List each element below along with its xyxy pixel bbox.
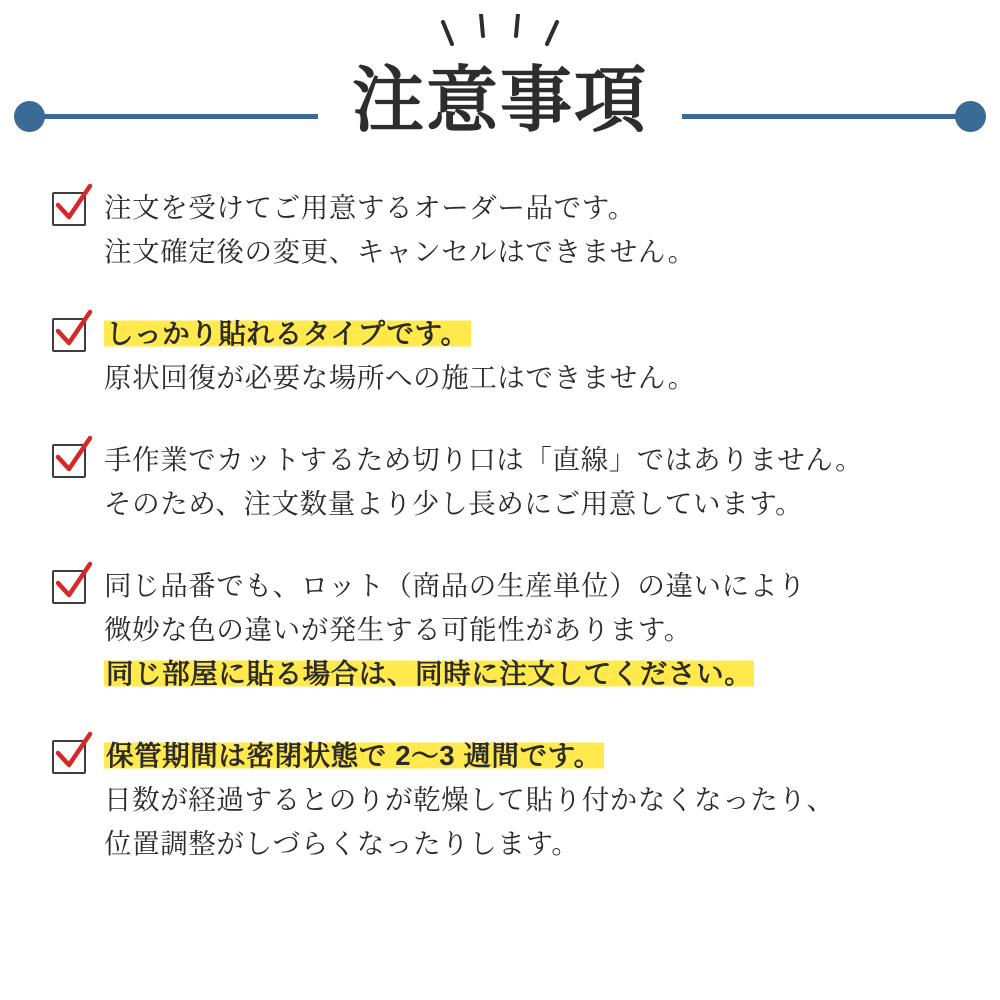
notice-line [104, 652, 948, 696]
notice-line: 注文を受けてご用意するオーダー品です。 [104, 192, 636, 223]
checkbox-checked-icon [52, 444, 86, 478]
notice-item [52, 564, 948, 696]
checkbox-checked-icon [52, 740, 86, 774]
page-title: 注意事項 [351, 58, 648, 142]
notice-line: 原状回復が必要な場所への施工はできません。 [104, 362, 696, 393]
checkbox-checked-icon [52, 192, 86, 226]
notice-list [0, 186, 1000, 904]
notice-item [52, 186, 948, 274]
notice-text [104, 564, 948, 696]
checkbox-checked-icon [52, 318, 86, 352]
notice-line: 注文確定後の変更、キャンセルはできません。 [104, 236, 696, 267]
notice-line: 微妙な色の違いが発生する可能性があります。 [104, 614, 692, 645]
notice-text [104, 734, 948, 866]
highlighted-text: しっかり貼れるタイプです。 [106, 318, 469, 349]
notice-item [52, 312, 948, 400]
notice-line: 同じ品番でも、ロット（商品の生産単位）の違いにより [104, 570, 806, 601]
page-header [0, 0, 1000, 180]
notice-item [52, 734, 948, 866]
notice-line [104, 734, 948, 778]
notice-text [104, 312, 948, 400]
sparkle-burst-icon [0, 14, 1000, 64]
notice-item [52, 438, 948, 526]
notice-line: 手作業でカットするため切り口は「直線」ではありません。 [104, 444, 864, 475]
highlighted-text: 保管期間は密閉状態で 2〜3 週間です。 [106, 740, 602, 771]
notice-line: そのため、注文数量より少し長めにご用意しています。 [104, 488, 804, 519]
notice-text [104, 186, 948, 274]
highlighted-text: 同じ部屋に貼る場合は、同時に注文してください。 [106, 658, 753, 689]
notice-line: 位置調整がしづらくなったりします。 [104, 828, 580, 859]
checkbox-checked-icon [52, 570, 86, 604]
notice-line [104, 312, 948, 356]
notice-line: 日数が経過するとのりが乾燥して貼り付かなくなったり、 [104, 784, 835, 815]
notice-text [104, 438, 948, 526]
